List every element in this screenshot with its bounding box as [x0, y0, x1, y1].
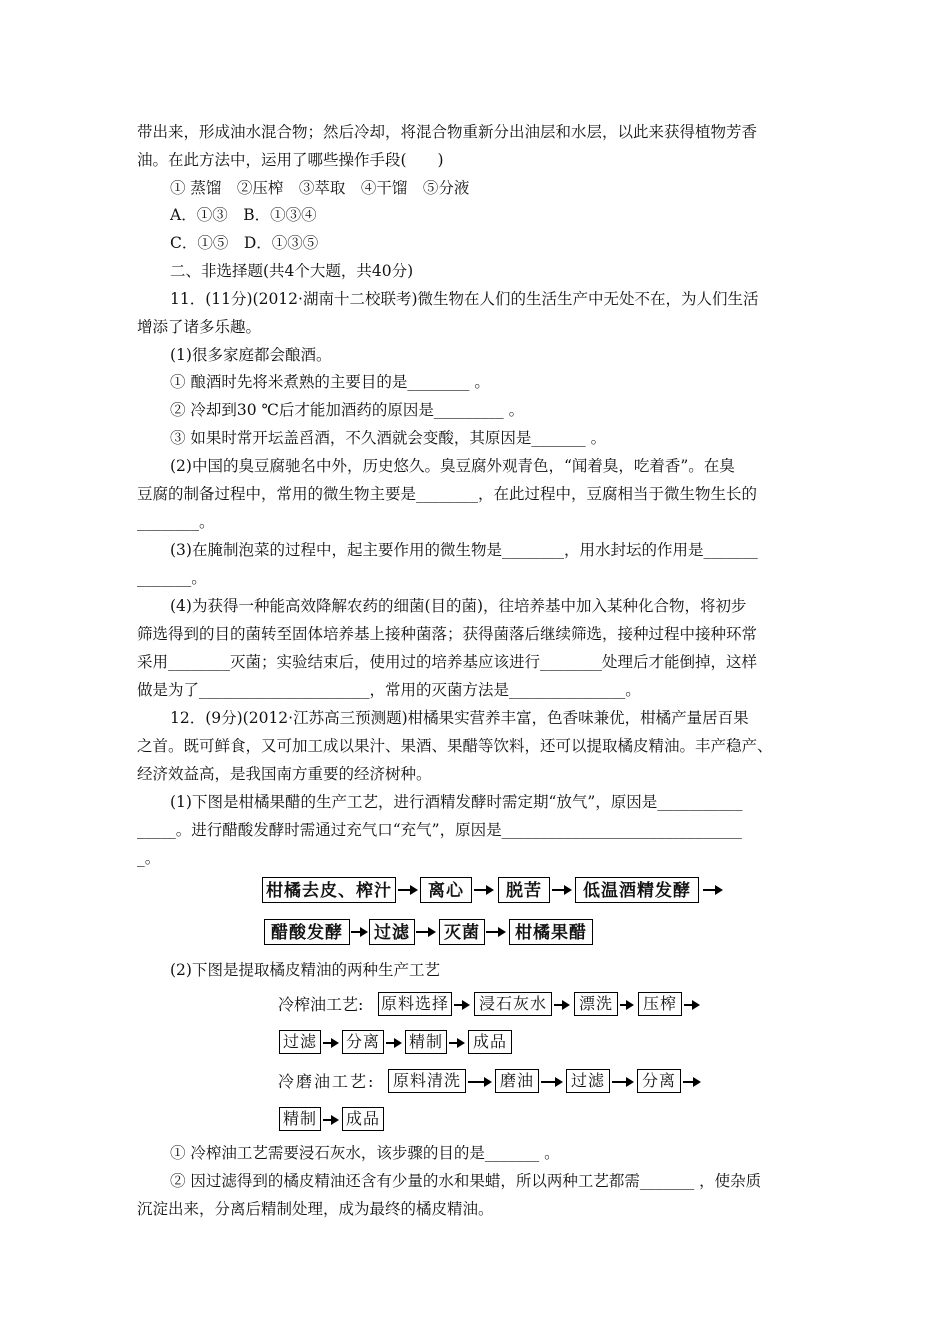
- flow-box: 过滤: [369, 919, 415, 945]
- question-11: 11．(11分)(2012·湖南十二校联考)微生物在人们的生活生产中无处不在，为人们生活: [170, 290, 759, 308]
- flow-arrow: [620, 1004, 632, 1006]
- flow-box: 醋酸发酵: [264, 919, 350, 945]
- answer-choices: C．①⑤ D．①③⑤: [170, 234, 319, 252]
- flow-box: 柑橘去皮、榨汁: [262, 877, 396, 903]
- flow-arrow: [474, 889, 492, 891]
- option-list: ① 蒸馏 ②压榨 ③萃取 ④干馏 ⑤分液: [170, 179, 470, 197]
- flow-box: 灭菌: [439, 919, 485, 945]
- text-line: 沉淀出来，分离后精制处理，成为最终的橘皮精油。: [137, 1200, 494, 1218]
- question-12: 12．(9分)(2012·江苏高三预测题)柑橘果实营养丰富，色香味兼优，柑橘产量居百果: [170, 709, 749, 727]
- section-heading: 二、非选择题(共4个大题，共40分): [170, 262, 414, 280]
- flow-box: 低温酒精发酵: [575, 877, 699, 903]
- flow-box: 浸石灰水: [474, 992, 552, 1016]
- flow-box: 成品: [342, 1107, 384, 1131]
- flow-arrow: [612, 1081, 632, 1083]
- flow-arrow: [486, 931, 504, 933]
- flow-box: 原料清洗: [388, 1069, 466, 1093]
- flow-box: 成品: [468, 1030, 512, 1054]
- sub-question: (1)很多家庭都会酿酒。: [170, 346, 332, 364]
- flow-arrow: [416, 931, 434, 933]
- sub-question: ① 酿酒时先将米煮熟的主要目的是________ 。: [170, 373, 490, 391]
- flow-arrow: [683, 1081, 699, 1083]
- flow-box: 离心: [420, 877, 472, 903]
- flow-arrow: [323, 1042, 337, 1044]
- vinegar-flow-row-2: [0, 919, 950, 949]
- flow-box: 精制: [279, 1107, 321, 1131]
- sub-question: (2)下图是提取橘皮精油的两种生产工艺: [170, 961, 440, 979]
- flow-box: 分离: [342, 1030, 384, 1054]
- flow-arrow: [552, 889, 570, 891]
- vinegar-flow-row-1: [0, 877, 950, 907]
- text-line: 增添了诸多乐趣。: [137, 318, 262, 336]
- flow-arrow: [468, 1081, 490, 1083]
- flow-arrow: [398, 889, 416, 891]
- flow-box: 磨油: [495, 1069, 539, 1093]
- text-line: 采用________灭菌；实验结束后，使用过的培养基应该进行________处理后才能倒掉，这样: [137, 653, 758, 671]
- flow-label: 冷磨油工艺:: [278, 1072, 376, 1091]
- flow-arrow: [554, 1004, 568, 1006]
- sub-question: (3)在腌制泡菜的过程中，起主要作用的微生物是________，用水封坛的作用是_______: [170, 541, 758, 559]
- text-line: 带出来，形成油水混合物；然后冷却，将混合物重新分出油层和水层，以此来获得植物芳香: [137, 123, 758, 141]
- flow-box: 柑橘果醋: [509, 919, 593, 945]
- flow-box: 脱苦: [498, 877, 550, 903]
- flow-box: 过滤: [566, 1069, 610, 1093]
- sub-question: ② 因过滤得到的橘皮精油还含有少量的水和果蜡，所以两种工艺都需_______ ，使杂质: [170, 1172, 762, 1190]
- flow-arrow: [449, 1042, 463, 1044]
- text-line: 豆腐的制备过程中，常用的微生物主要是________，在此过程中，豆腐相当于微生物生长的: [137, 485, 758, 503]
- flow-box: 漂洗: [574, 992, 618, 1016]
- sub-question: ① 冷榨油工艺需要浸石灰水，该步骤的目的是_______ 。: [170, 1144, 560, 1162]
- flow-box: 原料选择: [378, 992, 452, 1016]
- cold-press-flow-row-2: [0, 1030, 950, 1060]
- answer-choices: A．①③ B．①③④: [170, 206, 317, 224]
- cold-grind-flow-row-1: [0, 1069, 950, 1099]
- flow-arrow: [351, 931, 366, 933]
- text-line: 油。在此方法中，运用了哪些操作手段( ): [137, 151, 444, 169]
- cold-press-flow-row-1: [0, 992, 950, 1022]
- text-line: 经济效益高，是我国南方重要的经济树种。: [137, 765, 432, 783]
- flow-arrow: [684, 1004, 698, 1006]
- text-line: 筛选得到的目的菌转至固体培养基上接种菌落；获得菌落后继续筛选，接种过程中接种环常: [137, 625, 758, 643]
- sub-question: ② 冷却到30 ℃后才能加酒药的原因是_________ 。: [170, 401, 525, 419]
- text-line: _。: [137, 849, 161, 867]
- flow-arrow: [323, 1119, 337, 1121]
- text-line: 之首。既可鲜食，又可加工成以果汁、果酒、果醋等饮料，还可以提取橘皮精油。丰产稳产、: [137, 737, 773, 755]
- flow-arrow: [386, 1042, 400, 1044]
- flow-arrow: [541, 1081, 561, 1083]
- text-line: _______。: [137, 569, 207, 587]
- flow-box: 精制: [405, 1030, 447, 1054]
- sub-question: (4)为获得一种能高效降解农药的细菌(目的菌)，往培养基中加入某种化合物，将初步: [170, 597, 747, 615]
- flow-box: 过滤: [279, 1030, 321, 1054]
- flow-box: 压榨: [638, 992, 682, 1016]
- sub-question: ③ 如果时常开坛盖舀酒，不久酒就会变酸，其原因是_______ 。: [170, 429, 607, 447]
- sub-question: (2)中国的臭豆腐驰名中外，历史悠久。臭豆腐外观青色，“闻着臭，吃着香”。在臭: [170, 457, 735, 475]
- flow-arrow: [703, 889, 721, 891]
- flow-arrow: [454, 1004, 468, 1006]
- sub-question: (1)下图是柑橘果醋的生产工艺，进行酒精发酵时需定期“放气”，原因是___________: [170, 793, 743, 811]
- text-line: ________。: [137, 513, 215, 531]
- text-line: 做是为了______________________，常用的灭菌方法是_______________。: [137, 681, 641, 699]
- text-line: _____。进行醋酸发酵时需通过充气口“充气”，原因是_______________________________: [137, 821, 742, 839]
- flow-box: 分离: [637, 1069, 681, 1093]
- cold-grind-flow-row-2: [0, 1107, 950, 1137]
- flow-label: 冷榨油工艺:: [278, 995, 364, 1014]
